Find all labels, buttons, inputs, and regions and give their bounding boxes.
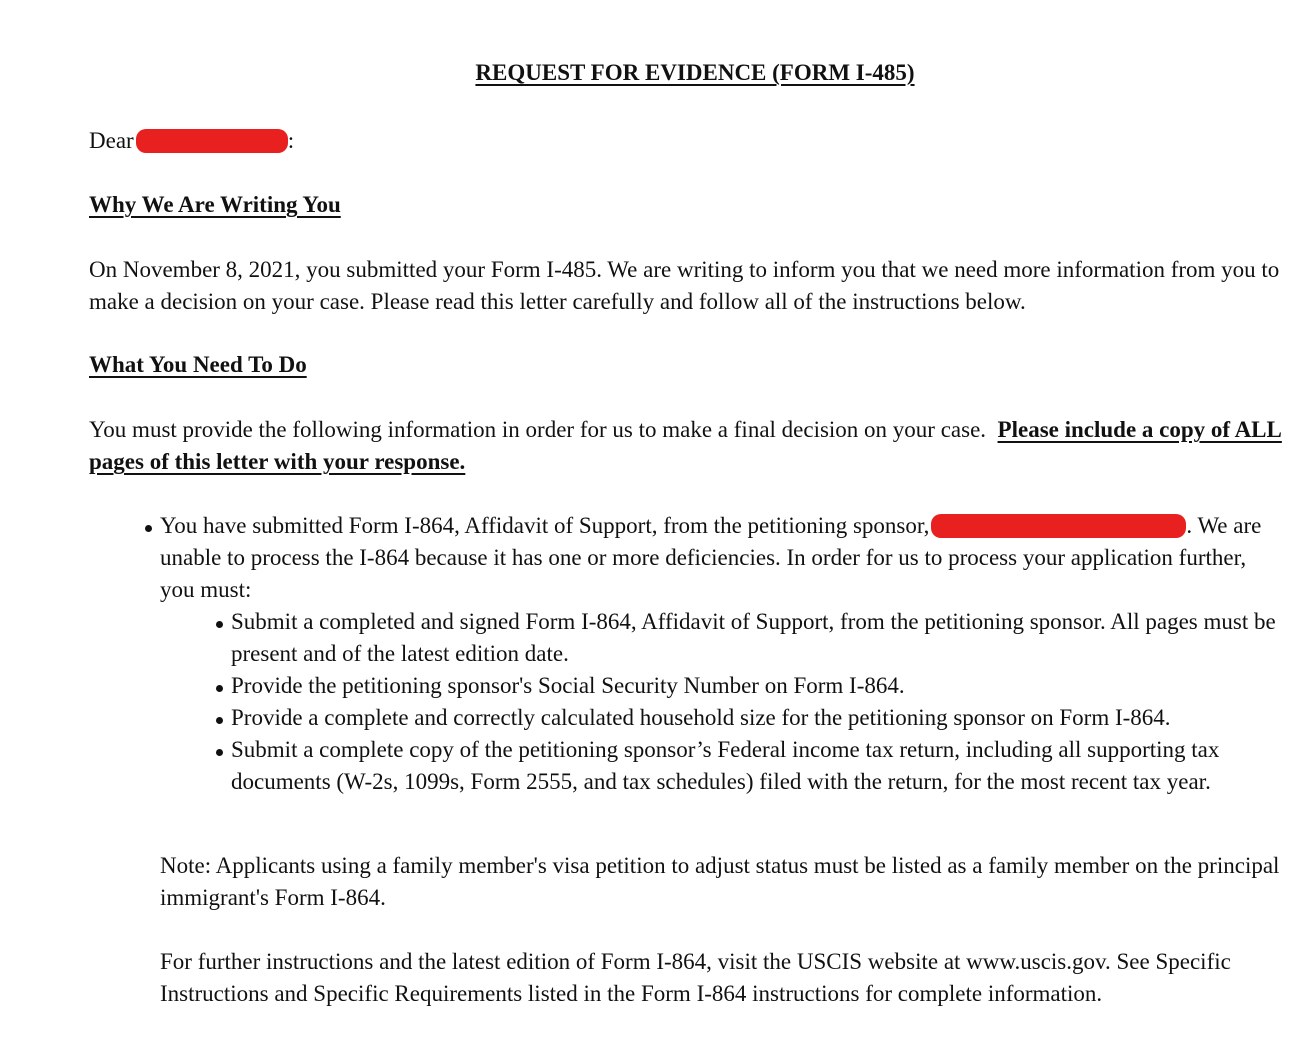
letter-title: REQUEST FOR EVIDENCE (FORM I-485) [475,60,915,85]
heading-what-you-need-to-do: What You Need To Do [89,352,307,377]
requirement-text: Submit a completed and signed Form I-864, Affidavit of Support, from the petitioning sponsor. All pages must be present and of the latest edition date. [231,609,1276,666]
further-instructions-paragraph: For further instructions and the latest edition of Form I-864, visit the USCIS website at www.uscis.gov. See Specific Instructions and Specific Requirements listed in the Form I-864 instructions for complete information. [160,949,1231,1006]
greeting-salutation: Dear [89,128,134,153]
main-bullet-lead: You have submitted Form I-864, Affidavit of Support, from the petitioning sponsor, [160,513,930,538]
redacted-recipient-name [136,129,288,153]
bullet-dot [145,525,152,532]
instructions-text: You must provide the following information in order for us to make a final decision on your case. [89,417,987,442]
greeting-line [89,125,294,157]
bullet-dot [216,685,223,692]
list-item [231,702,1301,734]
list-item [231,670,1301,702]
greeting-punctuation: : [287,128,295,153]
heading-why-we-are-writing: Why We Are Writing You [89,192,341,217]
intro-paragraph: On November 8, 2021, you submitted your Form I-485. We are writing to inform you that we need more information from you to make a decision on your case. Please read this letter carefully and follow all of the instructions below. [89,257,1280,314]
bullet-dot [216,717,223,724]
requirement-text: Submit a complete copy of the petitioning sponsor’s Federal income tax return, including all supporting tax documents (W-2s, 1099s, Form 2555, and tax schedules) filed with the return, for the most recent tax year. [231,737,1220,794]
note-paragraph: Note: Applicants using a family member's visa petition to adjust status must be listed as a family member on the principal immigrant's Form I-864. [160,853,1280,910]
main-bullet-item [160,510,1270,606]
requirement-text: Provide a complete and correctly calculated household size for the petitioning sponsor on Form I-864. [231,705,1171,730]
requirement-text: Provide the petitioning sponsor's Social Security Number on Form I-864. [231,673,905,698]
main-bullet-continuation: We are unable to process the I-864 because it has one or more deficiencies. In order for us to process your application further, you must: [160,513,1262,602]
instructions-paragraph [89,414,1299,478]
main-bullet-trail: . [1186,513,1193,538]
bullet-dot [216,749,223,756]
requirements-list [231,606,1301,798]
list-item [231,734,1301,798]
redacted-sponsor-name [931,514,1186,538]
include-copy-emphasis: Please include a copy of ALL pages of this letter with your response. [89,417,1282,474]
bullet-dot [216,621,223,628]
list-item [231,606,1301,670]
